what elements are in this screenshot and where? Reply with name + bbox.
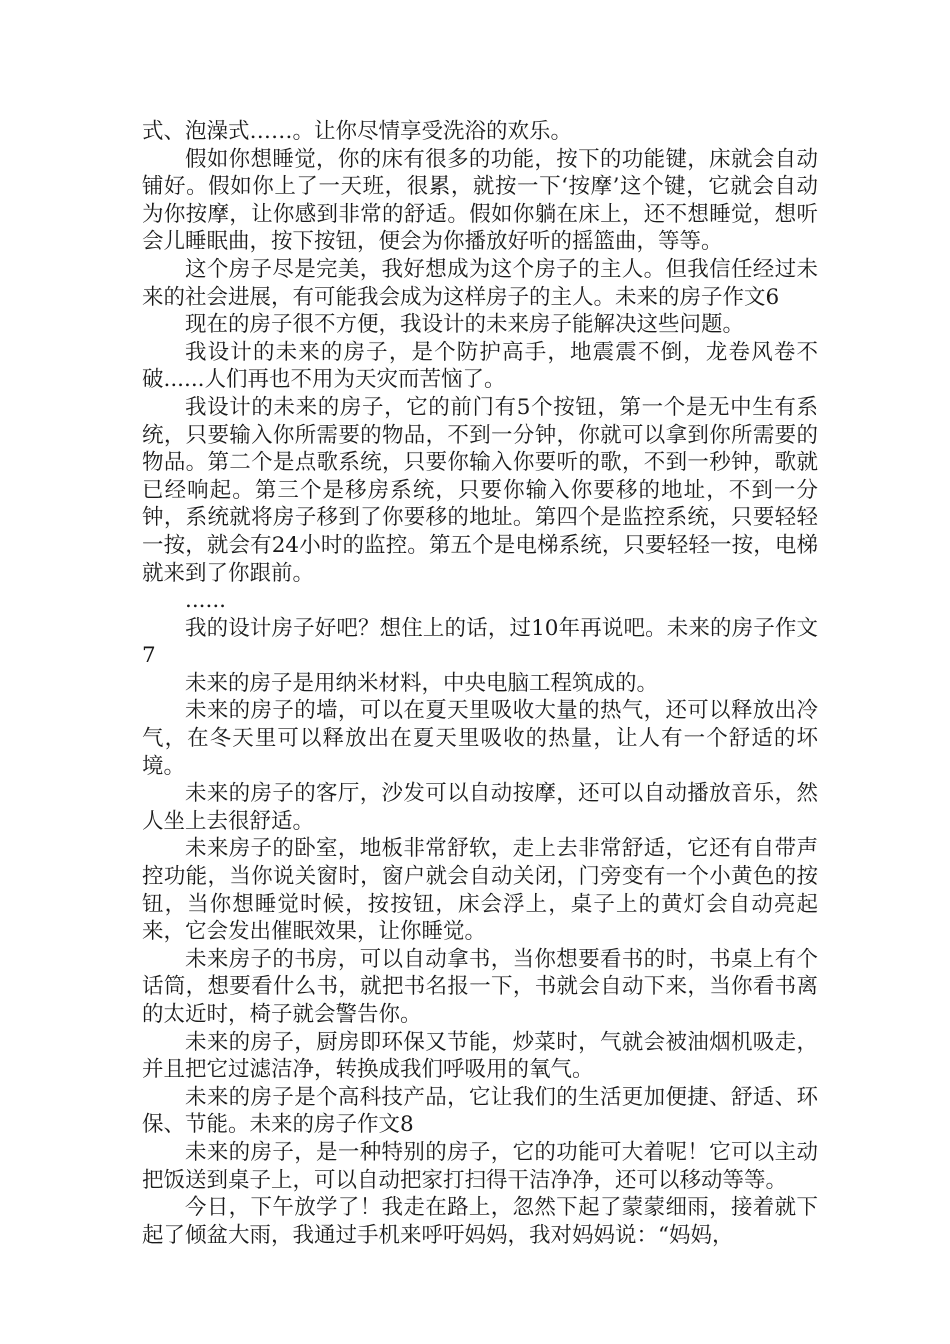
paragraph: 未来的房子的墙，可以在夏天里吸收大量的热气，还可以释放出冷气，在冬天里可以释放出在夏天里吸收的热量，让人有一个舒适的坏境。 — [142, 698, 818, 779]
paragraph: 未来的房子，是一种特别的房子，它的功能可大着呢！它可以主动把饭送到桌子上，可以自动把家打扫得干洁净净，还可以移动等等。 — [142, 1139, 818, 1193]
paragraph: 未来的房子，厨房即环保又节能，炒菜时，气就会被油烟机吸走，并且把它过滤洁净，转换成我们呼吸用的氧气。 — [142, 1029, 818, 1083]
paragraph: 未来房子的书房，可以自动拿书，当你想要看书的时，书桌上有个话筒，想要看什么书，就把书名报一下，书就会自动下来，当你看书离的太近时，椅子就会警告你。 — [142, 946, 818, 1027]
paragraph: 现在的房子很不方便，我设计的未来房子能解决这些问题。 — [185, 312, 745, 338]
paragraph: ...... — [185, 588, 227, 614]
paragraph: 假如你想睡觉，你的床有很多的功能，按下的功能键，床就会自动铺好。假如你上了一天班，很累，就按一下‘按摩’这个键，它就会自动为你按摩，让你感到非常的舒适。假如你躺在床上，还不想睡觉，想听会儿睡眠曲，按下按钮，便会为你播放好听的摇篮曲，等等。 — [142, 146, 818, 255]
paragraph: 我设计的未来的房子，它的前门有5个按钮，第一个是无中生有系统，只要输入你所需要的物品，不到一分钟，你就可以拿到你所需要的物品。第二个是点歌系统，只要你输入你要听的歌，不到一秒钟，歌就已经响起。第三个是移房系统，只要你输入你要移的地址，不到一分钟，系统就将房子移到了你要移的地址。第四个是监控系统，只要轻轻一按，就会有24小时的监控。第五个是电梯系统，只要轻轻一按，电梯就来到了你跟前。 — [142, 394, 818, 586]
document-body — [142, 118, 818, 1249]
paragraph: 这个房子尽是完美，我好想成为这个房子的主人。但我信任经过未来的社会进展，有可能我会成为这样房子的主人。未来的房子作文6 — [142, 256, 818, 310]
paragraph: 今日，下午放学了！我走在路上，忽然下起了蒙蒙细雨，接着就下起了倾盆大雨，我通过手机来呼吁妈妈，我对妈妈说：“妈妈， — [142, 1195, 818, 1248]
paragraph: 未来房子的卧室，地板非常舒软，走上去非常舒适，它还有自带声控功能，当你说关窗时，窗户就会自动关闭，门旁变有一个小黄色的按钮，当你想睡觉时候，按按钮，床会浮上，桌子上的黄灯会自动亮起来，它会发出催眠效果，让你睡觉。 — [142, 836, 818, 945]
paragraph: 未来的房子的客厅，沙发可以自动按摩，还可以自动播放音乐，然人坐上去很舒适。 — [142, 781, 818, 834]
paragraph: 未来的房子是个高科技产品，它让我们的生活更加便捷、舒适、环保、节能。未来的房子作文8 — [142, 1084, 818, 1138]
paragraph: 未来的房子是用纳米材料，中央电脑工程筑成的。 — [185, 670, 659, 696]
paragraph: 我的设计房子好吧？想住上的话，过10年再说吧。未来的房子作文7 — [142, 615, 818, 669]
paragraph: 式、泡澡式……。让你尽情享受洗浴的欢乐。 — [142, 119, 573, 144]
paragraph: 我设计的未来的房子，是个防护高手，地震震不倒，龙卷风卷不破......人们再也不用为天灾而苦恼了。 — [142, 339, 818, 393]
